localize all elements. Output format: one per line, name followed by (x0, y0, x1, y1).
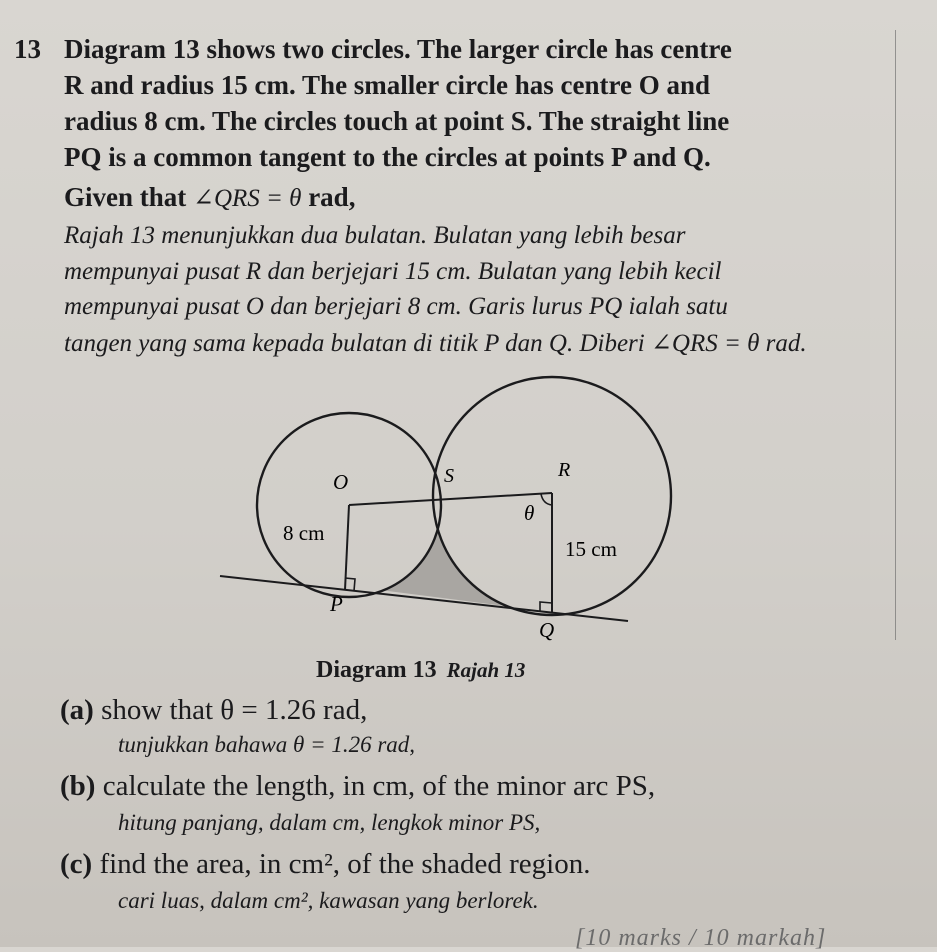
part-c-my: cari luas, dalam cm², kawasan yang berlorek. (118, 888, 539, 913)
part-b-my: hitung panjang, dalam cm, lengkok minor PS, (118, 810, 541, 835)
radius-op (345, 505, 349, 590)
question-my-line-2: mempunyai pusat R dan berjejari 15 cm. Bulatan yang lebih kecil (64, 258, 722, 285)
diagram-caption (316, 657, 525, 684)
label-15cm: 15 cm (565, 537, 617, 561)
label-p: P (330, 592, 343, 616)
label-r: R (558, 459, 571, 481)
part-b-en: calculate the length, in cm, of the minor arc PS, (102, 770, 656, 802)
part-b (60, 770, 655, 803)
label-q: Q (539, 618, 555, 642)
question-en-line-3: radius 8 cm. The circles touch at point S. The straight line (64, 106, 730, 136)
question-my-line-3: mempunyai pusat O dan berjejari 8 cm. Garis lurus PQ ialah satu (64, 293, 728, 320)
given-unit: rad, (301, 182, 356, 212)
label-o: O (333, 470, 349, 494)
marks-allocation: [10 marks / 10 markah] (575, 925, 827, 951)
label-s: S (444, 465, 454, 487)
question-en-line-2: R and radius 15 cm. The smaller circle has centre O and (64, 70, 710, 100)
part-c (60, 848, 590, 881)
question-en-line-4: PQ is a common tangent to the circles at points P and Q. (64, 142, 711, 172)
part-a (60, 694, 367, 727)
shaded-region (380, 470, 560, 612)
question-number: 13 (14, 34, 41, 64)
label-8cm: 8 cm (283, 521, 325, 545)
part-a-label: (a) (60, 694, 94, 726)
label-theta: θ (524, 501, 535, 525)
question-my-line-1: Rajah 13 menunjukkan dua bulatan. Bulatan yang lebih besar (64, 222, 686, 249)
part-c-en: find the area, in cm², of the shaded region. (99, 848, 591, 880)
question-en-line-1: Diagram 13 shows two circles. The larger circle has centre (64, 34, 732, 64)
part-a-en: show that θ = 1.26 rad, (101, 694, 368, 726)
part-a-my: tunjukkan bahawa θ = 1.26 rad, (118, 732, 416, 757)
caption-my: Rajah 13 (446, 658, 526, 682)
question-my-line-4: tangen yang sama kepada bulatan di titik P dan Q. Diberi ∠QRS = θ rad. (64, 330, 807, 357)
given-text: Given that (64, 182, 194, 212)
part-b-label: (b) (60, 770, 96, 802)
part-c-label: (c) (60, 848, 93, 880)
caption-en: Diagram 13 (316, 657, 437, 683)
given-angle: ∠QRS = θ (193, 185, 302, 212)
